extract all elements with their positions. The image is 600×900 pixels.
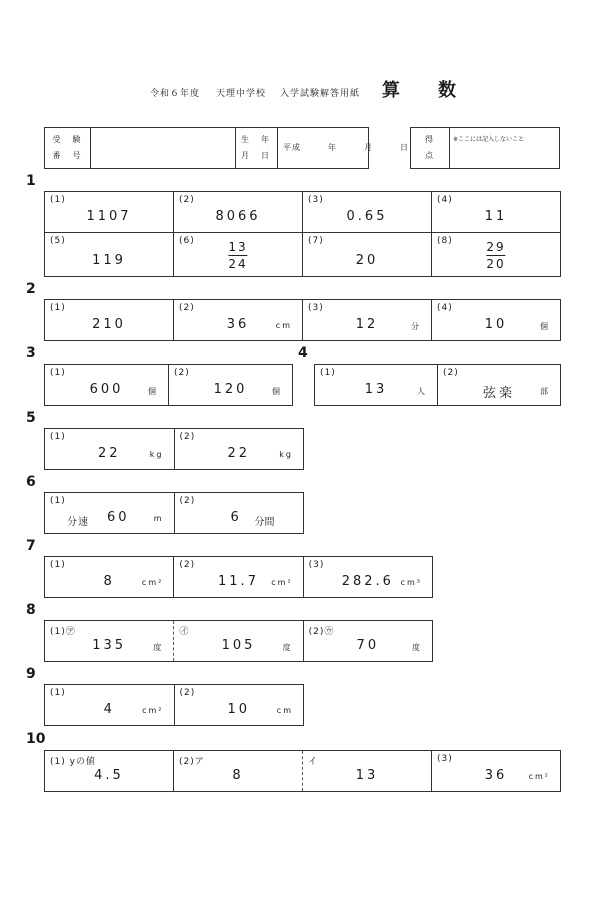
answer-text: 36 [226,317,250,332]
answer-text: 20 [355,253,379,268]
answer-cell[interactable] [302,233,431,276]
q3-row [44,364,293,406]
fraction [228,240,247,271]
answer-text: 4.5 [94,768,124,783]
birth-label-2: 月 日 [241,151,271,160]
answer-cell[interactable] [315,365,437,405]
answer-cell[interactable] [174,493,304,533]
score-label-2: 点 [425,151,435,160]
answer-cell[interactable] [45,233,173,276]
answer-text: 弦楽 [482,386,515,401]
exam-number-label-1: 受 験 [52,135,83,144]
fraction-denominator: 20 [486,257,506,271]
q9-row [44,684,304,726]
unit-text: cm³ [400,578,422,587]
unit-text: 度 [411,643,422,652]
cell-label: (2) [179,560,196,570]
answer-text: 105 [221,638,256,653]
answer-text: 135 [92,638,127,653]
question-number-5: 5 [26,410,36,426]
answer-text: 4 [103,702,115,717]
unit-text: 度 [282,643,293,652]
question-number-3: 3 [26,345,36,361]
fraction [486,240,505,271]
answer-cell[interactable] [173,751,302,791]
question-number-1: 1 [26,173,36,189]
unit-text: cm² [141,578,164,587]
era-year: 令和６年度 [150,89,201,99]
answer-cell[interactable] [45,751,173,791]
answer-cell[interactable] [173,557,302,597]
q1-row-a [44,191,561,232]
cell-label: (2) [179,303,195,313]
answer-cell[interactable] [303,621,432,661]
answer-text: 60 [107,510,130,525]
answer-cell[interactable] [302,751,431,791]
applicant-info-box [44,127,409,169]
answer-text: 8066 [215,209,261,224]
answer-text: 600 [89,382,124,397]
q7-row [44,556,433,598]
cell-label: (2) [179,195,195,205]
unit-text: cm² [528,772,550,781]
answer-cell[interactable] [45,300,173,340]
answer-text: 36 [484,768,508,783]
fraction-denominator: 24 [228,257,248,271]
cell-label: (2) [179,688,196,698]
unit-text: 部 [540,387,550,396]
answer-cell[interactable] [431,192,560,232]
answer-cell[interactable] [173,233,302,276]
answer-cell[interactable] [431,300,560,340]
cell-label: (4) [437,195,453,205]
fraction-numerator: 13 [228,240,248,254]
cell-label: (4) [437,303,453,313]
question-number-2: 2 [26,281,36,297]
score-note: ※ここには記入しないこと [453,136,525,143]
birth-label-1: 生 年 [241,135,271,144]
school-name: 天理中学校 [216,89,267,99]
cell-label: (3) [308,303,324,313]
cell-label: (7) [308,236,324,246]
answer-cell[interactable] [173,621,302,661]
cell-label: (2) [179,432,196,442]
answer-text: 10 [227,702,251,717]
cell-label: (8) [437,236,453,246]
question-number-7: 7 [26,538,36,554]
answer-cell[interactable] [173,192,302,232]
cell-label: (2) [179,496,196,506]
unit-text: cm² [142,706,164,715]
unit-text: 個 [540,322,550,331]
cell-label: (3) [308,560,325,570]
unit-text: 度 [153,643,164,652]
unit-text: 個 [272,387,282,396]
answer-cell[interactable] [45,685,174,725]
answer-text: 22 [97,446,121,461]
answer-cell[interactable] [45,493,174,533]
q2-row [44,299,561,341]
cell-label: ㋑ [179,627,190,637]
cell-label: (6) [179,236,195,246]
answer-text: 11 [484,209,508,224]
birth-date-field[interactable]: 平成 年 月 日 [283,143,409,152]
answer-text: 10 [484,317,508,332]
exam-name: 入学試験解答用紙 [280,89,361,99]
cell-label: (1) [50,303,66,313]
fraction-numerator: 29 [486,240,506,254]
question-number-9: 9 [26,666,36,682]
cell-label: (5) [50,236,66,246]
exam-number-field[interactable] [90,128,236,168]
score-box [410,127,560,169]
subject-title: 算 数 [382,80,466,101]
answer-text: 0.65 [346,209,388,224]
answer-cell[interactable] [174,685,304,725]
unit-text: 個 [148,387,158,396]
cell-label: (3) [437,754,453,764]
score-label-1: 得 [425,135,435,144]
answer-text: 11.7 [218,574,259,589]
cell-label: (1) [50,688,66,698]
answer-text: 8 [232,768,244,783]
q8-row [44,620,433,662]
answer-text: 120 [213,382,248,397]
cell-label: (1) yの値 [50,757,96,767]
cell-label: (1) [50,496,66,506]
q1-row-b [44,232,561,277]
unit-text: kg [279,450,293,459]
cell-label: (2) [174,368,190,378]
cell-label: (1)㋐ [50,627,76,637]
q4-row [314,364,561,406]
answer-text: 210 [92,317,126,332]
unit-text: m [153,514,164,523]
unit-text: cm [276,706,293,715]
question-number-6: 6 [26,474,36,490]
answer-text: 282.6 [341,574,394,589]
answer-text: 1107 [86,209,132,224]
exam-number-label-2: 番 号 [52,151,83,160]
question-number-10: 10 [26,731,46,747]
cell-label: (1) [50,368,66,378]
answer-cell[interactable] [45,365,168,405]
answer-cell[interactable] [431,751,560,791]
q5-row [44,428,304,470]
unit-text: 分 [411,322,421,331]
answer-cell[interactable] [45,192,173,232]
answer-text: 8 [103,574,115,589]
cell-label: (1) [50,195,66,205]
cell-label: (1) [50,432,66,442]
answer-prefix: 分速 [67,517,89,528]
unit-text: kg [149,450,164,459]
answer-cell[interactable] [173,300,302,340]
answer-cell[interactable] [174,429,304,469]
answer-cell[interactable] [431,233,560,276]
answer-cell[interactable] [437,365,560,405]
answer-text: 6 [230,510,239,525]
unit-text: 人 [417,387,427,396]
cell-label: (2)ア [179,757,205,767]
answer-text: 70 [356,638,380,653]
cell-label: (3) [308,195,324,205]
answer-text: 119 [92,253,126,268]
answer-cell[interactable] [302,300,431,340]
question-number-8: 8 [26,602,36,618]
answer-text: 22 [227,446,251,461]
q6-row [44,492,304,534]
cell-label: イ [308,757,319,767]
answer-text: 13 [364,382,388,397]
answer-text: 12 [355,317,379,332]
unit-text: cm [275,321,292,330]
cell-label: (2) [443,368,459,378]
cell-label: (2)㋒ [308,627,335,637]
answer-cell[interactable] [45,621,173,661]
question-number-4: 4 [298,345,308,361]
q10-row [44,750,561,792]
answer-cell[interactable] [168,365,292,405]
cell-label: (1) [50,560,66,570]
cell-label: (1) [320,368,336,378]
answer-text: 13 [355,768,379,783]
unit-text: cm² [271,578,293,587]
unit-text: 分間 [254,517,275,528]
answer-cell[interactable] [302,192,431,232]
answer-cell[interactable] [45,557,173,597]
answer-cell[interactable] [303,557,432,597]
answer-cell[interactable] [45,429,174,469]
